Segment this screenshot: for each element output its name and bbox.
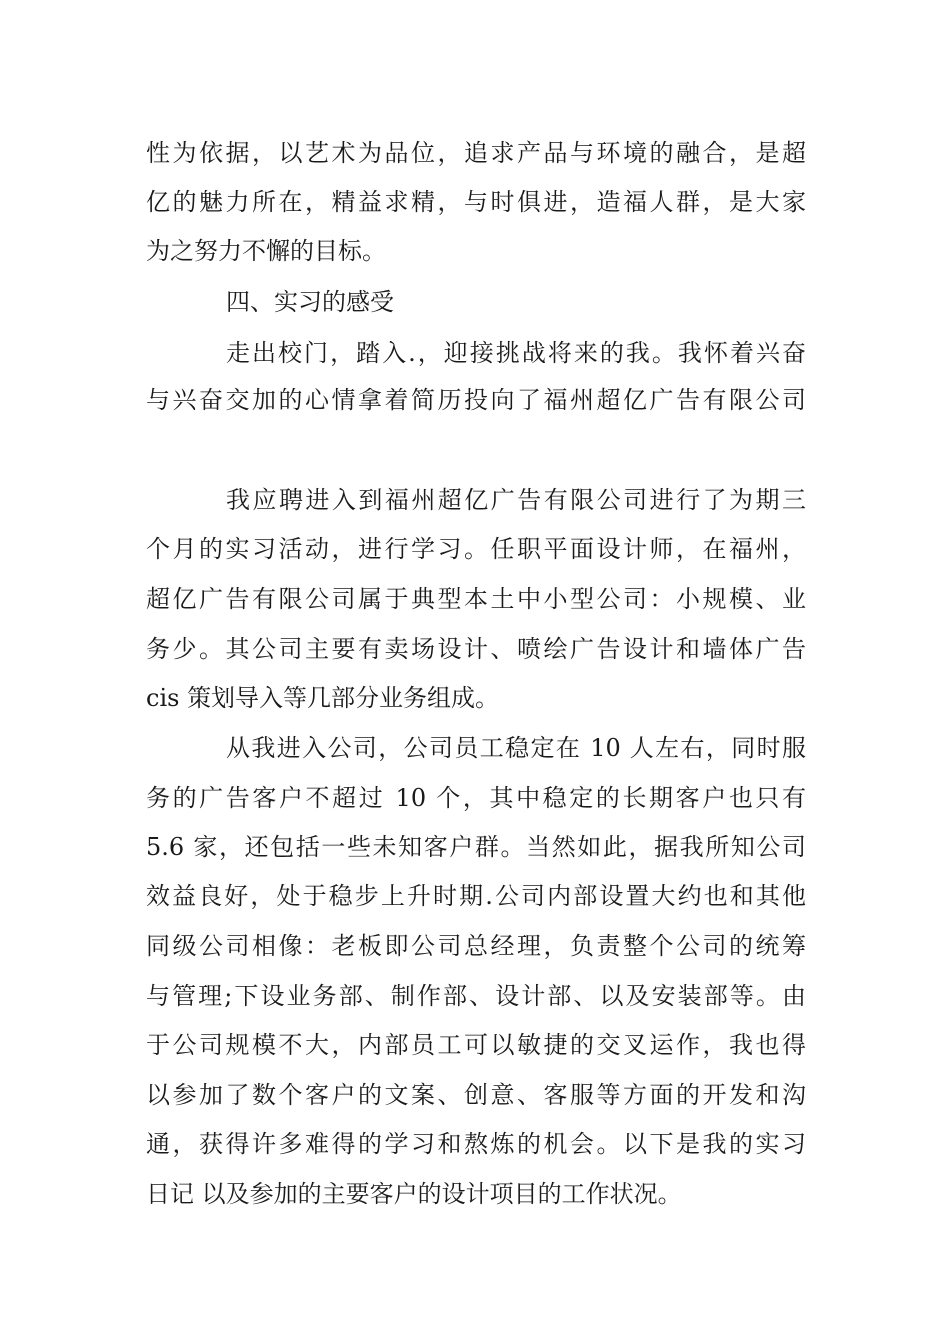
text-line: 同级公司相像：老板即公司总经理，负责整个公司的统筹 [146, 932, 806, 960]
text-line: 务的广告客户不超过 10 个，其中稳定的长期客户也只有 [146, 784, 806, 812]
text-line: 5.6 家，还包括一些未知客户群。当然如此，据我所知公司 [146, 833, 806, 861]
text-line: 为之努力不懈的目标。 [146, 237, 386, 265]
text-line: 于公司规模不大，内部员工可以敏捷的交叉运作，我也得 [146, 1031, 806, 1059]
text-line: 我应聘进入到福州超亿广告有限公司进行了为期三 [226, 486, 806, 514]
text-line: 从我进入公司，公司员工稳定在 10 人左右，同时服 [226, 734, 806, 762]
text-line: cis 策划导入等几部分业务组成。 [146, 684, 500, 712]
text-line: 走出校门，踏入.，迎接挑战将来的我。我怀着兴奋 [226, 339, 806, 367]
text-line: 通，获得许多难得的学习和熬炼的机会。以下是我的实习 [146, 1130, 806, 1158]
text-line: 超亿广告有限公司属于典型本土中小型公司：小规模、业 [146, 585, 806, 613]
text-line: 与管理;下设业务部、制作部、设计部、以及安装部等。由 [146, 982, 806, 1010]
text-line: 务少。其公司主要有卖场设计、喷绘广告设计和墙体广告 [146, 635, 806, 663]
text-line: 与兴奋交加的心情拿着简历投向了福州超亿广告有限公司 [146, 386, 806, 414]
section-heading: 四、实习的感受 [226, 288, 394, 316]
text-line: 性为依据，以艺术为品位，追求产品与环境的融合，是超 [146, 139, 806, 167]
text-line: 效益良好，处于稳步上升时期.公司内部设置大约也和其他 [146, 882, 806, 910]
text-line: 亿的魅力所在，精益求精，与时俱进，造福人群，是大家 [146, 188, 806, 216]
text-line: 个月的实习活动，进行学习。任职平面设计师，在福州， [146, 535, 806, 563]
text-line: 日记 以及参加的主要客户的设计项目的工作状况。 [146, 1180, 682, 1208]
text-line: 以参加了数个客户的文案、创意、客服等方面的开发和沟 [146, 1081, 806, 1109]
